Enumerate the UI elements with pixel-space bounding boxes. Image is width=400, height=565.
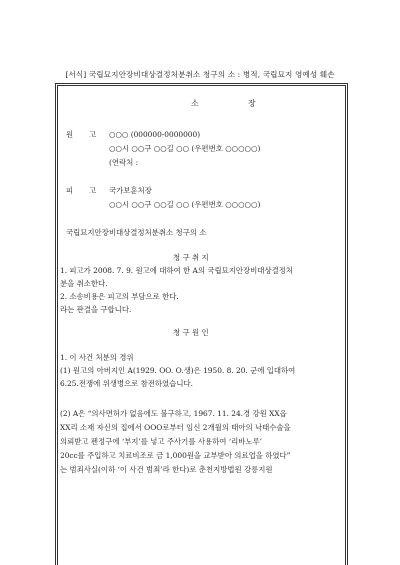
plaintiff-label-1: 원 — [66, 130, 74, 139]
cause-para-2e: 는 범죄사실(이하 ‘이 사건 범죄’라 한다)로 춘천지방법원 강릉지원 — [60, 465, 273, 474]
complaint-document — [55, 83, 348, 565]
cause-para-2a: (2) A은 “의사면허가 없음에도 불구하고, 1967. 11. 24.경 강원 XX읍 — [60, 409, 287, 418]
cause-para-2c: 의뢰받고 펜정구에 ‘부지’를 넣고 주사기를 사용하여 ‘리바노루’ — [60, 437, 262, 446]
document-header: [서식] 국립묘지안장비대상결정처분취소 청구의 소 : 병적, 국립묘지 영예성 훼손 — [65, 70, 335, 79]
plaintiff-contact: (연락처 : — [109, 158, 139, 167]
claim-item-1b: 분을 취소한다. — [60, 279, 108, 288]
document-inner-border — [57, 85, 346, 565]
defendant-label-1: 피 — [66, 186, 74, 195]
defendant-name: 국가보훈처장 — [109, 186, 152, 195]
plaintiff-name: ○○○ (000000-0000000) — [109, 130, 201, 139]
plaintiff-address: ○○시 ○○구 ○○길 ○○ (우편번호 ○○○○○) — [109, 144, 261, 153]
cause-para-2d: 20cc를 주입하고 치료비조로 금 1,000원을 교부받아 의료업을 하였다” — [60, 451, 291, 460]
claim-item-1a: 1. 피고가 2008. 7. 9. 원고에 대하여 한 A의 국립묘지안장비대상결정처 — [60, 266, 294, 275]
cause-section-1: 1. 이 사건 처분의 경위 — [60, 353, 134, 362]
case-name: 국립묘지안장비대상결정처분취소 청구의 소 — [66, 228, 207, 237]
defendant-label-2: 고 — [89, 186, 97, 195]
defendant-address: ○○시 ○○구 ○○길 ○○ (우편번호 ○○○○○) — [109, 200, 261, 209]
cause-heading: 청 구 원 인 — [173, 328, 209, 337]
claim-item-2: 2. 소송비용은 피고의 부담으로 한다. — [60, 292, 179, 301]
cause-para-2b: XX리 소재 자신의 집에서 OOO로부터 임신 2개월의 태아의 낙태수술을 — [60, 423, 291, 432]
cause-para-1a: (1) 원고의 아버지인 A(1929. OO. O.생)은 1950. 8. 20. 군에 입대하여 — [60, 366, 296, 375]
plaintiff-label-2: 고 — [89, 130, 97, 139]
title-jang: 장 — [248, 99, 256, 108]
claim-heading: 청 구 취 지 — [173, 253, 209, 262]
claim-closing: 라는 판결을 구합니다. — [60, 305, 132, 314]
title-so: 소 — [191, 99, 199, 108]
cause-para-1b: 6.25.전쟁에 위생병으로 참전하였습니다. — [60, 379, 193, 388]
